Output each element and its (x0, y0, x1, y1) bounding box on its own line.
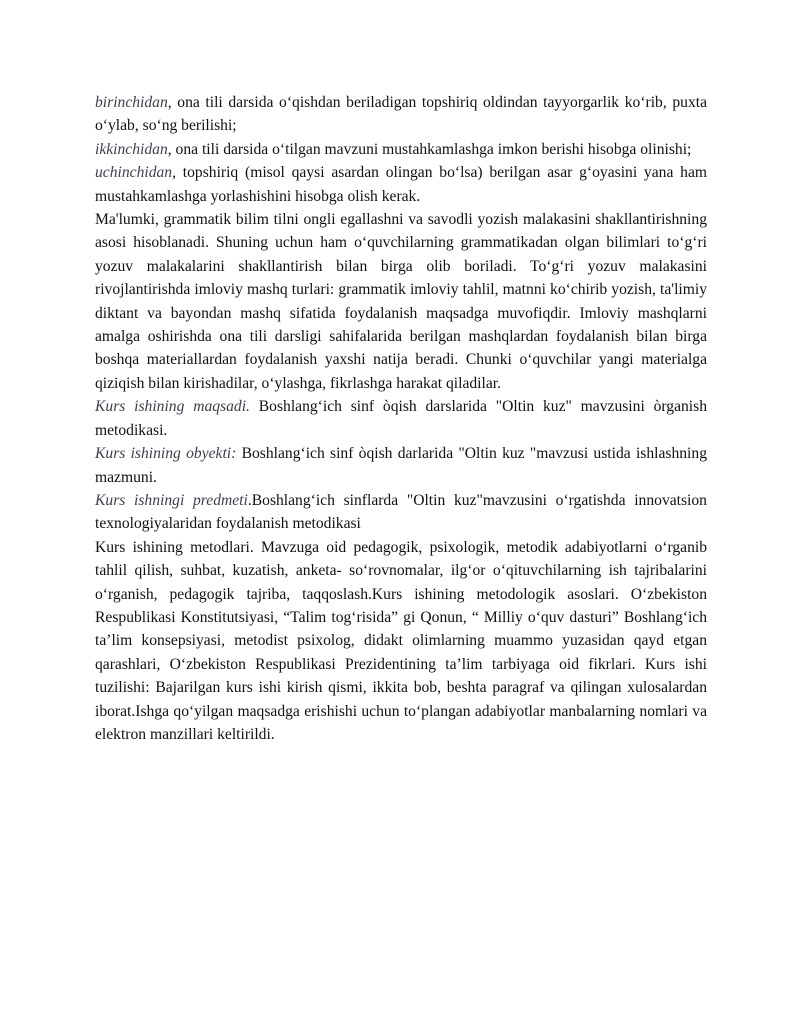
paragraph-text: .Boshlang‘ich sinflarda "Oltin kuz"mavzusini o‘rgatishda innovatsion texnologiyalaridan foydalanish metodikasi (95, 491, 707, 533)
paragraph-lead: Kurs ishining obyekti: (95, 445, 237, 463)
paragraph-birinchidan (95, 91, 707, 138)
paragraph-text: , ona tili darsida o‘qishdan beriladigan topshiriq oldindan tayyorgarlik ko‘rib, puxta o‘ylab, so‘ng berilishi; (95, 94, 707, 135)
paragraph-lead: ikkinchidan (95, 140, 168, 158)
paragraph-lead: birinchidan (95, 94, 168, 111)
paragraph-text: Boshlang‘ich sinf òqish darlarida "Oltin kuz "mavzusi ustida ishlashning mazmuni. (95, 445, 707, 486)
paragraph-kurs-maqsadi (95, 395, 707, 442)
paragraph-ikkinchidan (95, 138, 707, 161)
paragraph-text: Ma'lumki, grammatik bilim tilni ongli egallashni va savodli yozish malakasini shakllantirishning asosi hisoblanadi. Shuning uchun ham o‘quvchilarning grammatikadan olgan bilimlari to‘g‘ri yozuv malakalarini shakllantirish bilan birga olib boriladi. To‘g‘ri yozuv malakasini rivojlantirishda imloviy mashq turlari: grammatik imloviy tahlil, matnni ko‘chirib yozish, ta'limiy diktant va bayondan mashq sifatida foydalanish maqsadga muvofiqdir. Imloviy mashqlarni amalga oshirishda ona tili darsligi sahifalarida berilgan mashqlardan foydalanish bilan birga boshqa materiallardan foydalanish yaxshi natija beradi. Chunki o‘quvchilar yangi materialga qiziqish bilan kirishadilar, o‘ylashga, fikrlashga harakat qiladilar. (95, 211, 707, 392)
document-page (95, 91, 707, 746)
paragraph-lead: uchinchidan (95, 164, 173, 182)
paragraph-text: , ona tili darsida o‘tilgan mavzuni mustahkamlashga imkon berishi hisobga olinishi; (167, 140, 692, 158)
paragraph-kurs-predmeti (95, 489, 707, 536)
paragraph-grammatik-bilim (95, 208, 707, 395)
paragraph-text: Boshlang‘ich sinf òqish darslarida "Oltin kuz" mavzusini òrganish metodikasi. (95, 398, 707, 439)
paragraph-lead: Kurs ishningi predmeti (95, 491, 248, 509)
paragraph-lead: Kurs ishining maqsadi. (95, 398, 250, 416)
paragraph-text: Kurs ishining metodlari. Mavzuga oid pedagogik, psixologik, metodik adabiyotlarni o‘rganib tahlil qilish, suhbat, kuzatish, anketa- so‘rovnomalar, ilg‘or o‘qituvchilarning ish tajribalarini o‘rganish, pedagogik tajriba, taqqoslash.Kurs ishining metodologik asoslari. O‘zbekiston Respublikasi Konstitutsiyasi, “Talim tog‘risida” gi Qonun, “ Milliy o‘quv dasturi” Boshlang‘ich ta’lim konsepsiyasi, metodist psixolog, didakt olimlarning muammo yuzasidan qayd etgan qarashlari, O‘zbekiston Respublikasi Prezidentining ta’lim tarbiyaga oid fikrlari. Kurs ishi tuzilishi: Bajarilgan kurs ishi kirish qismi, ikkita bob, beshta paragraf va qilingan xulosalardan iborat.Ishga qo‘yilgan maqsadga erishishi uchun to‘plangan adabiyotlar manbalarning nomlari va elektron manzillari keltirildi. (95, 538, 707, 743)
paragraph-uchinchidan (95, 161, 707, 208)
paragraph-kurs-obyekti (95, 442, 707, 489)
paragraph-text: , topshiriq (misol qaysi asardan olingan bo‘lsa) berilgan asar g‘oyasini yana ham mustahkamlashga yorlashishini hisobga olish kerak. (95, 164, 707, 205)
paragraph-kurs-metodlari (95, 536, 707, 747)
